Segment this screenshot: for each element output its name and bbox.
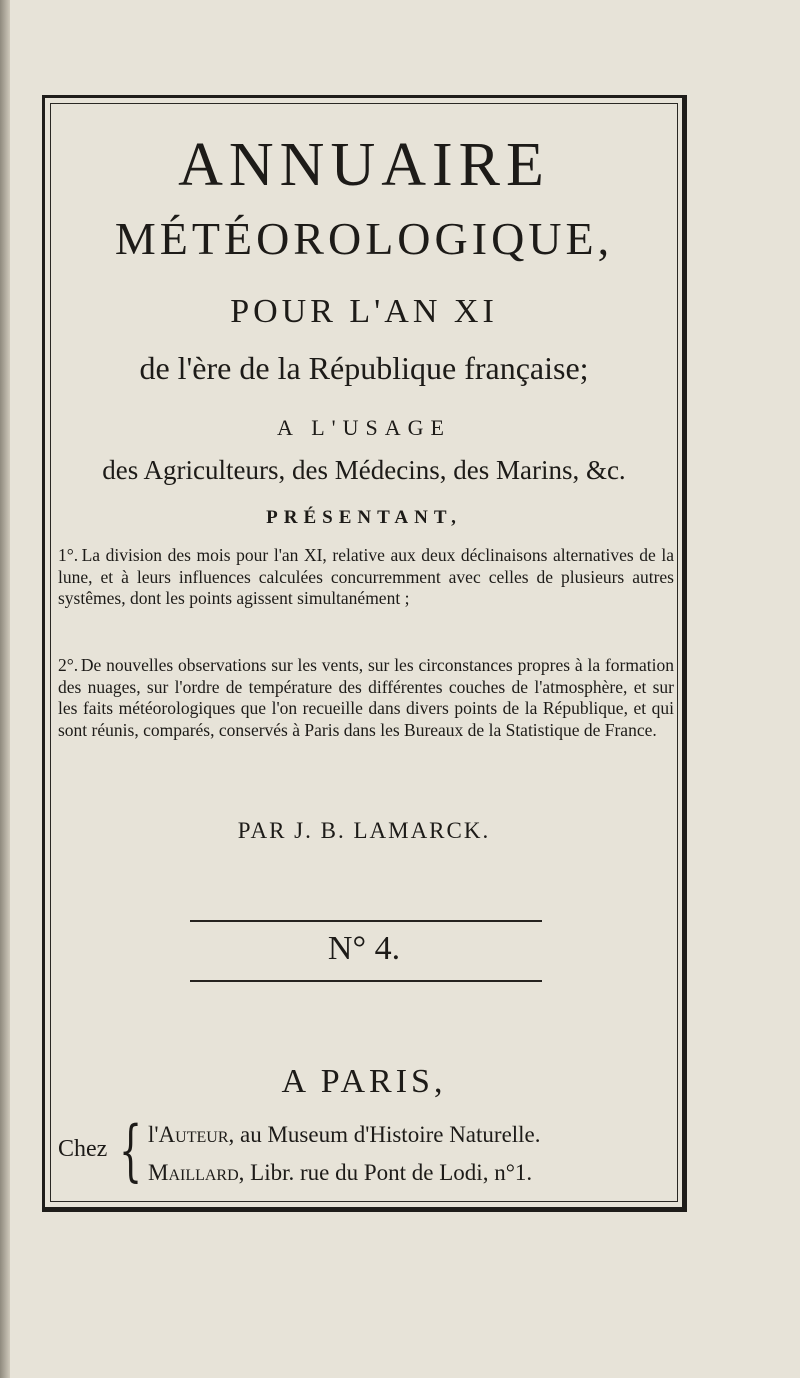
title-annuaire: ANNUAIRE xyxy=(178,131,550,199)
publisher-1-prefix: l' xyxy=(148,1122,159,1147)
publisher-1-name: Auteur xyxy=(158,1122,229,1147)
publisher-2-address: , Libr. rue du Pont de Lodi, n°1. xyxy=(238,1160,533,1185)
item-2-text: De nouvelles observations sur les vents, sur les circonstances propres à la formation des nuages, sur l'ordre de température des différentes couches de l'atmosphère, et sur les faits météorologiques que l'on recueille dans divers points de la République, et qui sont réunis, comparés, conservés à Paris dans les Bureaux de la Statistique de France. xyxy=(58,655,674,740)
issue-number: N° 4. xyxy=(327,930,401,967)
imprint-brace: { xyxy=(119,1112,143,1189)
imprint-chez: Chez xyxy=(58,1136,108,1162)
item-2-number: 2°. xyxy=(58,655,79,675)
book-spine-edge xyxy=(0,0,10,1378)
imprint-city: A PARIS, xyxy=(281,1063,447,1100)
publisher-line-1 xyxy=(148,1122,541,1148)
title-era: de l'ère de la République française; xyxy=(139,350,589,386)
rule-bottom xyxy=(190,980,542,982)
usage-line: des Agriculteurs, des Médecins, des Marins, &c. xyxy=(102,455,626,485)
item-1-text: La division des mois pour l'an XI, relative aux deux déclinaisons alternatives de la lune, et à leurs influences calculées concurremment avec celles de plusieurs autres systêmes, dont les points agissent simultanément ; xyxy=(58,545,674,608)
content-item-1 xyxy=(58,545,674,610)
page-border-inner xyxy=(50,103,678,1202)
title-meteorologique: MÉTÉOROLOGIQUE, xyxy=(114,213,614,264)
presentant-heading: PRÉSENTANT, xyxy=(266,507,462,528)
rule-top xyxy=(190,920,542,922)
usage-heading: A L'USAGE xyxy=(277,415,451,440)
publisher-1-address: , au Museum d'Histoire Naturelle. xyxy=(228,1122,541,1147)
title-year: POUR L'AN XI xyxy=(230,293,498,330)
item-1-number: 1°. xyxy=(58,545,79,565)
author-line: PAR J. B. LAMARCK. xyxy=(237,818,491,843)
publisher-line-2 xyxy=(148,1160,532,1186)
content-item-2 xyxy=(58,655,674,741)
publisher-2-name: Maillard xyxy=(148,1160,239,1185)
